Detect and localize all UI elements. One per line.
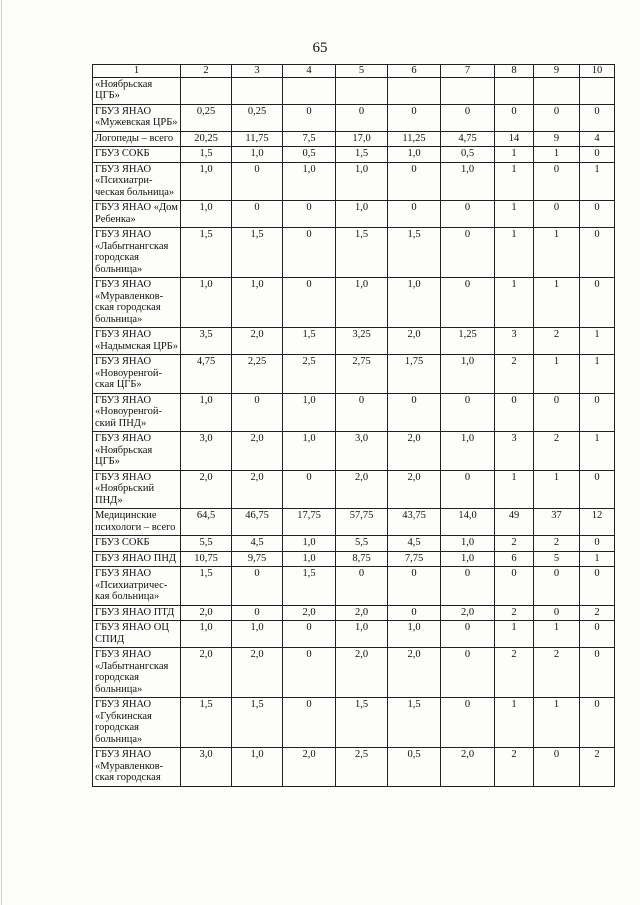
table-body [93, 77, 615, 786]
table-cell: 1,0 [181, 621, 232, 648]
column-header: 3 [232, 65, 283, 78]
table-cell: 2,0 [232, 648, 283, 698]
table-cell [495, 77, 534, 104]
table-cell: 11,25 [388, 131, 441, 147]
table-cell: 2 [495, 748, 534, 787]
table-cell: 1,25 [441, 328, 495, 355]
table-cell: 1,0 [283, 551, 336, 567]
table-cell: 1,0 [336, 162, 388, 201]
table-cell: 6 [495, 551, 534, 567]
table-cell: 1 [580, 432, 615, 471]
table-cell: 1,0 [181, 201, 232, 228]
row-label: ГБУЗ ЯНАО «Муравленков-ская городская больница» [93, 278, 181, 328]
table-cell: 0 [495, 393, 534, 432]
table-cell: 1 [534, 278, 580, 328]
table-cell: 2,0 [232, 470, 283, 509]
table-cell: 1 [580, 162, 615, 201]
table-cell: 2,0 [336, 605, 388, 621]
table-cell: 1,0 [441, 432, 495, 471]
table-cell: 1,0 [283, 393, 336, 432]
table-cell: 1 [580, 551, 615, 567]
column-header: 7 [441, 65, 495, 78]
table-row [93, 551, 615, 567]
table-cell: 2,5 [336, 748, 388, 787]
table-cell: 4,5 [232, 536, 283, 552]
table-cell: 1 [580, 355, 615, 394]
table-cell: 1,5 [232, 228, 283, 278]
row-label: ГБУЗ ЯНАО «Лабытнангская городская больница» [93, 228, 181, 278]
table-cell: 1 [534, 147, 580, 163]
table-cell: 0 [441, 648, 495, 698]
row-label: ГБУЗ ЯНАО «Дом Ребенка» [93, 201, 181, 228]
table-row [93, 567, 615, 606]
table-cell: 0 [441, 621, 495, 648]
table-cell: 1,0 [232, 748, 283, 787]
table-cell: 0 [441, 698, 495, 748]
table-cell: 1,0 [283, 536, 336, 552]
table-cell: 2 [534, 648, 580, 698]
table-cell: 2 [534, 432, 580, 471]
table-cell: 1 [534, 355, 580, 394]
table-cell: 1,5 [232, 698, 283, 748]
column-header: 4 [283, 65, 336, 78]
row-label: ГБУЗ ЯНАО «Мужевская ЦРБ» [93, 104, 181, 131]
column-header: 5 [336, 65, 388, 78]
table-cell [580, 77, 615, 104]
table-cell: 2,0 [283, 748, 336, 787]
table-row [93, 393, 615, 432]
table-row [93, 228, 615, 278]
table-cell [283, 77, 336, 104]
table-cell: 1 [534, 698, 580, 748]
table-cell: 57,75 [336, 509, 388, 536]
table-cell: 2 [580, 605, 615, 621]
row-label: ГБУЗ ЯНАО «Ноябрьский ПНД» [93, 470, 181, 509]
table-cell: 0 [232, 201, 283, 228]
table-cell: 2,0 [181, 605, 232, 621]
table-cell: 2 [495, 355, 534, 394]
table-cell: 8,75 [336, 551, 388, 567]
table-cell: 0 [283, 104, 336, 131]
table-cell: 0 [441, 228, 495, 278]
row-label: ГБУЗ ЯНАО «Губкинская городская больница» [93, 698, 181, 748]
table-cell: 2 [580, 748, 615, 787]
row-label: ГБУЗ ЯНАО «Надымская ЦРБ» [93, 328, 181, 355]
table-cell: 0 [441, 104, 495, 131]
table-cell: 1,0 [283, 432, 336, 471]
table-cell: 4,75 [441, 131, 495, 147]
row-label: «Ноябрьская ЦГБ» [93, 77, 181, 104]
table-cell: 0 [283, 278, 336, 328]
table-cell: 0 [534, 162, 580, 201]
table-row [93, 278, 615, 328]
table-row [93, 355, 615, 394]
table-cell: 1,0 [388, 147, 441, 163]
table-cell: 2,0 [441, 748, 495, 787]
table-cell: 1 [495, 162, 534, 201]
table-row [93, 536, 615, 552]
table-cell: 1,5 [181, 567, 232, 606]
table-cell: 3,0 [181, 432, 232, 471]
table-row [93, 432, 615, 471]
table-cell [181, 77, 232, 104]
table-cell: 0 [534, 201, 580, 228]
table-cell: 1,0 [441, 551, 495, 567]
table-cell: 2,0 [181, 648, 232, 698]
table-cell: 20,25 [181, 131, 232, 147]
table-cell: 2 [534, 328, 580, 355]
table-cell: 1,0 [388, 278, 441, 328]
column-header: 8 [495, 65, 534, 78]
table-cell: 0 [283, 470, 336, 509]
table-cell: 0 [388, 567, 441, 606]
table-cell: 1 [495, 621, 534, 648]
row-label: ГБУЗ ЯНАО «Психиатричес-кая больница» [93, 567, 181, 606]
table-cell: 4,5 [388, 536, 441, 552]
table-cell: 0 [388, 201, 441, 228]
table-cell: 1 [580, 328, 615, 355]
table-row [93, 131, 615, 147]
table-cell: 1,5 [283, 328, 336, 355]
table-cell [232, 77, 283, 104]
table-cell: 0 [336, 567, 388, 606]
table-cell: 43,75 [388, 509, 441, 536]
table-cell: 0 [580, 393, 615, 432]
table-cell: 1,5 [181, 228, 232, 278]
table-cell: 1,0 [441, 162, 495, 201]
table-cell: 0 [580, 621, 615, 648]
row-label: ГБУЗ СОКБ [93, 147, 181, 163]
table-cell: 14,0 [441, 509, 495, 536]
table-cell: 1,5 [283, 567, 336, 606]
table-cell: 64,5 [181, 509, 232, 536]
table-cell: 0 [283, 621, 336, 648]
table-cell: 1,5 [336, 698, 388, 748]
table-cell: 0 [495, 567, 534, 606]
table-cell: 0 [441, 393, 495, 432]
table-cell: 2,25 [232, 355, 283, 394]
table-cell: 1,5 [388, 228, 441, 278]
table-cell: 0,25 [181, 104, 232, 131]
table-cell: 17,0 [336, 131, 388, 147]
table-cell: 0,25 [232, 104, 283, 131]
row-label: ГБУЗ ЯНАО «Ноябрьская ЦГБ» [93, 432, 181, 471]
row-label: Логопеды – всего [93, 131, 181, 147]
table-cell: 2,0 [181, 470, 232, 509]
table-cell: 1,0 [232, 147, 283, 163]
table-cell: 1,0 [283, 162, 336, 201]
table-cell: 9,75 [232, 551, 283, 567]
row-label: Медицинские психологи – всего [93, 509, 181, 536]
table-cell: 5,5 [181, 536, 232, 552]
table-row [93, 698, 615, 748]
table-cell: 0 [534, 567, 580, 606]
row-label: ГБУЗ ЯНАО «Новоуренгой-ский ПНД» [93, 393, 181, 432]
table-cell: 0 [283, 228, 336, 278]
header-row [93, 65, 615, 78]
table-cell: 49 [495, 509, 534, 536]
table-row [93, 648, 615, 698]
table-cell: 2,0 [232, 432, 283, 471]
table-cell: 0 [580, 228, 615, 278]
staffing-table [92, 64, 615, 787]
table-cell: 1,0 [181, 278, 232, 328]
table-cell: 10,75 [181, 551, 232, 567]
table-cell: 1,0 [181, 393, 232, 432]
table-cell: 1 [534, 470, 580, 509]
column-header: 10 [580, 65, 615, 78]
table-cell [336, 77, 388, 104]
table-cell: 3,0 [336, 432, 388, 471]
table-cell: 2 [495, 605, 534, 621]
table-cell: 4,75 [181, 355, 232, 394]
table-cell: 3,0 [181, 748, 232, 787]
table-cell: 0 [534, 104, 580, 131]
table-cell: 0 [580, 104, 615, 131]
table-cell: 2,5 [283, 355, 336, 394]
row-label: ГБУЗ ЯНАО «Новоуренгой-ская ЦГБ» [93, 355, 181, 394]
table-cell [441, 77, 495, 104]
table-row [93, 328, 615, 355]
table-cell: 0 [441, 201, 495, 228]
page-edge-rule [1, 0, 2, 905]
table-cell: 7,5 [283, 131, 336, 147]
row-label: ГБУЗ ЯНАО «Психиатри-ческая больница» [93, 162, 181, 201]
table-cell: 0 [388, 393, 441, 432]
table-cell: 1 [495, 201, 534, 228]
table-cell: 0 [388, 104, 441, 131]
table-cell: 1 [534, 228, 580, 278]
table-cell: 1 [495, 228, 534, 278]
table-cell: 1,0 [232, 278, 283, 328]
table-cell: 0 [336, 393, 388, 432]
table-cell: 2,0 [388, 432, 441, 471]
table-cell: 2,0 [336, 648, 388, 698]
table-row [93, 162, 615, 201]
row-label: ГБУЗ ЯНАО ПНД [93, 551, 181, 567]
table-cell: 1,0 [441, 536, 495, 552]
table-cell: 1,0 [441, 355, 495, 394]
table-row [93, 509, 615, 536]
table-cell: 46,75 [232, 509, 283, 536]
table-cell: 0 [232, 393, 283, 432]
table-cell: 0 [441, 278, 495, 328]
row-label: ГБУЗ СОКБ [93, 536, 181, 552]
table-cell: 0 [580, 536, 615, 552]
row-label: ГБУЗ ЯНАО «Лабытнангская городская больница» [93, 648, 181, 698]
table-cell: 1,0 [336, 278, 388, 328]
table-cell: 1,0 [232, 621, 283, 648]
table-cell: 0 [336, 104, 388, 131]
table-cell: 9 [534, 131, 580, 147]
page-number: 65 [312, 40, 328, 56]
table-cell: 0 [283, 698, 336, 748]
table-cell: 0 [232, 567, 283, 606]
table-cell: 0 [283, 201, 336, 228]
table-cell: 0 [232, 162, 283, 201]
table-row [93, 201, 615, 228]
column-header: 2 [181, 65, 232, 78]
table-cell: 0 [580, 698, 615, 748]
table-cell: 1,5 [388, 698, 441, 748]
table-cell: 2,0 [388, 648, 441, 698]
table-cell: 0 [580, 201, 615, 228]
table-cell: 3,25 [336, 328, 388, 355]
table-cell [534, 77, 580, 104]
row-label: ГБУЗ ЯНАО ОЦ СПИД [93, 621, 181, 648]
table-cell: 0 [580, 648, 615, 698]
table-cell: 0,5 [283, 147, 336, 163]
table-cell: 3,5 [181, 328, 232, 355]
row-label: ГБУЗ ЯНАО «Муравленков-ская городская [93, 748, 181, 787]
table-cell: 0 [441, 470, 495, 509]
table-cell: 0 [388, 162, 441, 201]
table-cell: 1,0 [336, 621, 388, 648]
table-cell: 1,0 [181, 162, 232, 201]
table-cell: 0 [580, 278, 615, 328]
table-cell: 1 [495, 698, 534, 748]
column-header: 9 [534, 65, 580, 78]
table-row [93, 748, 615, 787]
table-cell: 1 [534, 621, 580, 648]
table-cell: 14 [495, 131, 534, 147]
table-cell: 1 [495, 278, 534, 328]
table-cell: 1,5 [336, 147, 388, 163]
table-cell: 1,75 [388, 355, 441, 394]
table-cell [388, 77, 441, 104]
table-cell: 2,75 [336, 355, 388, 394]
column-header: 1 [93, 65, 181, 78]
table-cell: 0 [580, 147, 615, 163]
table-cell: 17,75 [283, 509, 336, 536]
table-cell: 0 [580, 567, 615, 606]
table-cell: 1,0 [388, 621, 441, 648]
column-header: 6 [388, 65, 441, 78]
table-cell: 1,5 [336, 228, 388, 278]
table-row [93, 470, 615, 509]
table-row [93, 621, 615, 648]
table-cell: 2,0 [232, 328, 283, 355]
table-cell: 3 [495, 328, 534, 355]
table-row [93, 104, 615, 131]
table-cell: 0 [441, 567, 495, 606]
table-cell: 2,0 [388, 328, 441, 355]
table-cell: 1 [495, 147, 534, 163]
table-cell: 0,5 [388, 748, 441, 787]
table-row [93, 147, 615, 163]
table-cell: 1 [495, 470, 534, 509]
table-cell: 2,0 [283, 605, 336, 621]
table-cell: 2,0 [388, 470, 441, 509]
table-cell: 0 [534, 605, 580, 621]
table-cell: 0 [534, 393, 580, 432]
table-row [93, 77, 615, 104]
table-cell: 0 [388, 605, 441, 621]
table-cell: 0 [232, 605, 283, 621]
table-cell: 0 [495, 104, 534, 131]
table-cell: 0 [580, 470, 615, 509]
table-cell: 37 [534, 509, 580, 536]
table-cell: 1,0 [336, 201, 388, 228]
table-cell: 0 [283, 648, 336, 698]
table-cell: 4 [580, 131, 615, 147]
table-cell: 3 [495, 432, 534, 471]
table-cell: 1,5 [181, 147, 232, 163]
table-cell: 7,75 [388, 551, 441, 567]
table-cell: 2,0 [441, 605, 495, 621]
table-cell: 5,5 [336, 536, 388, 552]
table-cell: 2,0 [336, 470, 388, 509]
table-cell: 12 [580, 509, 615, 536]
table-row [93, 605, 615, 621]
table-cell: 2 [495, 648, 534, 698]
table-cell: 2 [534, 536, 580, 552]
table-cell: 2 [495, 536, 534, 552]
table-cell: 5 [534, 551, 580, 567]
table-cell: 0 [534, 748, 580, 787]
table-cell: 1,5 [181, 698, 232, 748]
table-cell: 0,5 [441, 147, 495, 163]
row-label: ГБУЗ ЯНАО ПТД [93, 605, 181, 621]
table-cell: 11,75 [232, 131, 283, 147]
